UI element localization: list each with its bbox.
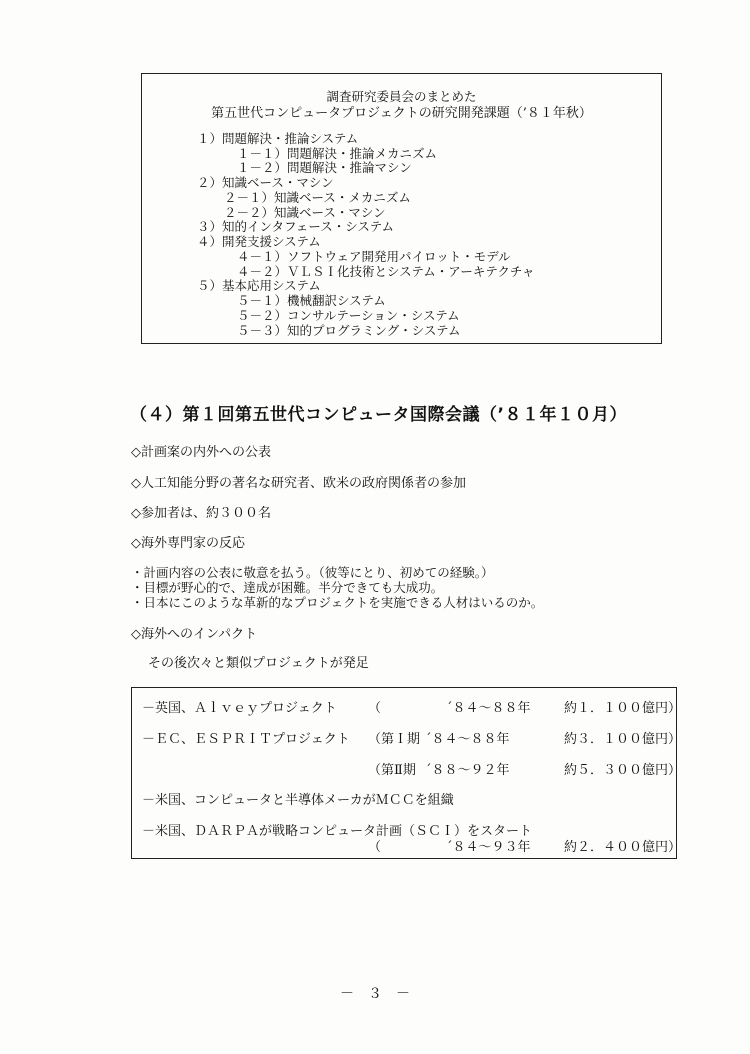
project-name-ec: －ＥＣ、ＥＳＰＲＩＴプロジェクト [142, 732, 350, 747]
topic-item: ２－１）知識ベース・メカニズム [224, 190, 411, 205]
project-amount: 約１．１００億円） [564, 701, 682, 716]
project-period: ´８８～９２年 [425, 763, 510, 778]
box-title-project: 第五世代コンピュータプロジェクトの研究開発課題（’８１年秋） [211, 106, 592, 121]
project-period: ´８４～８８年 [425, 732, 510, 747]
project-phase: （第Ⅱ期 [368, 763, 416, 778]
impact-description: その後次々と類似プロジェクトが発足 [148, 656, 369, 671]
similar-projects-box [131, 687, 682, 859]
topic-item: ５－１）機械翻訳システム [237, 293, 386, 308]
topic-item: １－２）問題解決・推論マシン [237, 160, 412, 175]
topic-item: ２）知識ベース・マシン [197, 175, 334, 190]
topic-item: ５－２）コンサルテーション・システム [237, 308, 460, 323]
project-amount: 約５．３００億円） [564, 763, 682, 778]
reaction-item: ・日本にこのような革新的なプロジェクトを実施できる人材はいるのか。 [131, 595, 544, 610]
project-period: ´８４～８８年 [446, 701, 531, 716]
topic-item: １）問題解決・推論システム [197, 131, 359, 146]
bullet-item: ◇海外専門家の反応 [131, 536, 245, 551]
project-amount: 約２．４００億円） [564, 840, 682, 855]
bullet-item: ◇人工知能分野の著名な研究者、欧米の政府関係者の参加 [131, 476, 466, 491]
topic-item: ４－１）ソフトウェア開発用パイロット・モデル [237, 249, 511, 264]
project-paren: （ [368, 701, 382, 716]
topic-item: ２－２）知識ベース・マシン [224, 205, 386, 220]
project-name-darpa: －米国、ＤＡＲＰＡが戦略コンピュータ計画（ＳＣＩ）をスタート [142, 824, 533, 839]
project-period: ´８４～９３年 [446, 840, 531, 855]
project-phase: （第Ｉ期 [368, 732, 421, 747]
project-paren: （ [368, 840, 382, 855]
research-topics-box [141, 73, 662, 344]
reaction-item: ・計画内容の公表に敬意を払う。（彼等にとり、初めての経験。） [131, 565, 494, 580]
box-title-committee: 調査研究委員会のまとめた [326, 89, 477, 104]
section-heading: （４）第１回第五世代コンピュータ国際会議（’８１年１０月） [130, 405, 627, 425]
topic-item: ５－３）知的プログラミング・システム [237, 323, 461, 338]
topic-item: １－１）問題解決・推論メカニズム [237, 146, 438, 161]
bullet-item: ◇計画案の内外への公表 [131, 445, 271, 460]
reaction-item: ・目標が野心的で、達成が困難。半分できても大成功。 [131, 580, 444, 595]
impact-label: ◇海外へのインパクト [131, 627, 258, 642]
topic-item: ３）知的インタフェース・システム [197, 219, 395, 234]
topic-item: ４）開発支援システム [197, 234, 321, 249]
project-name-mcc: －米国、コンピュータと半導体メーカがＭＣＣを組織 [142, 793, 454, 808]
topic-item: ４－２）ＶＬＳＩ化技術とシステム・アーキテクチャ [237, 264, 535, 279]
bullet-item: ◇参加者は、約３００名 [131, 506, 271, 521]
page-number: － ３ － [340, 986, 410, 1002]
topic-item: ５）基本応用システム [197, 278, 321, 293]
project-amount: 約３．１００億円） [564, 732, 682, 747]
project-name-uk: －英国、Ａｌｖｅｙプロジェクト [142, 701, 337, 716]
